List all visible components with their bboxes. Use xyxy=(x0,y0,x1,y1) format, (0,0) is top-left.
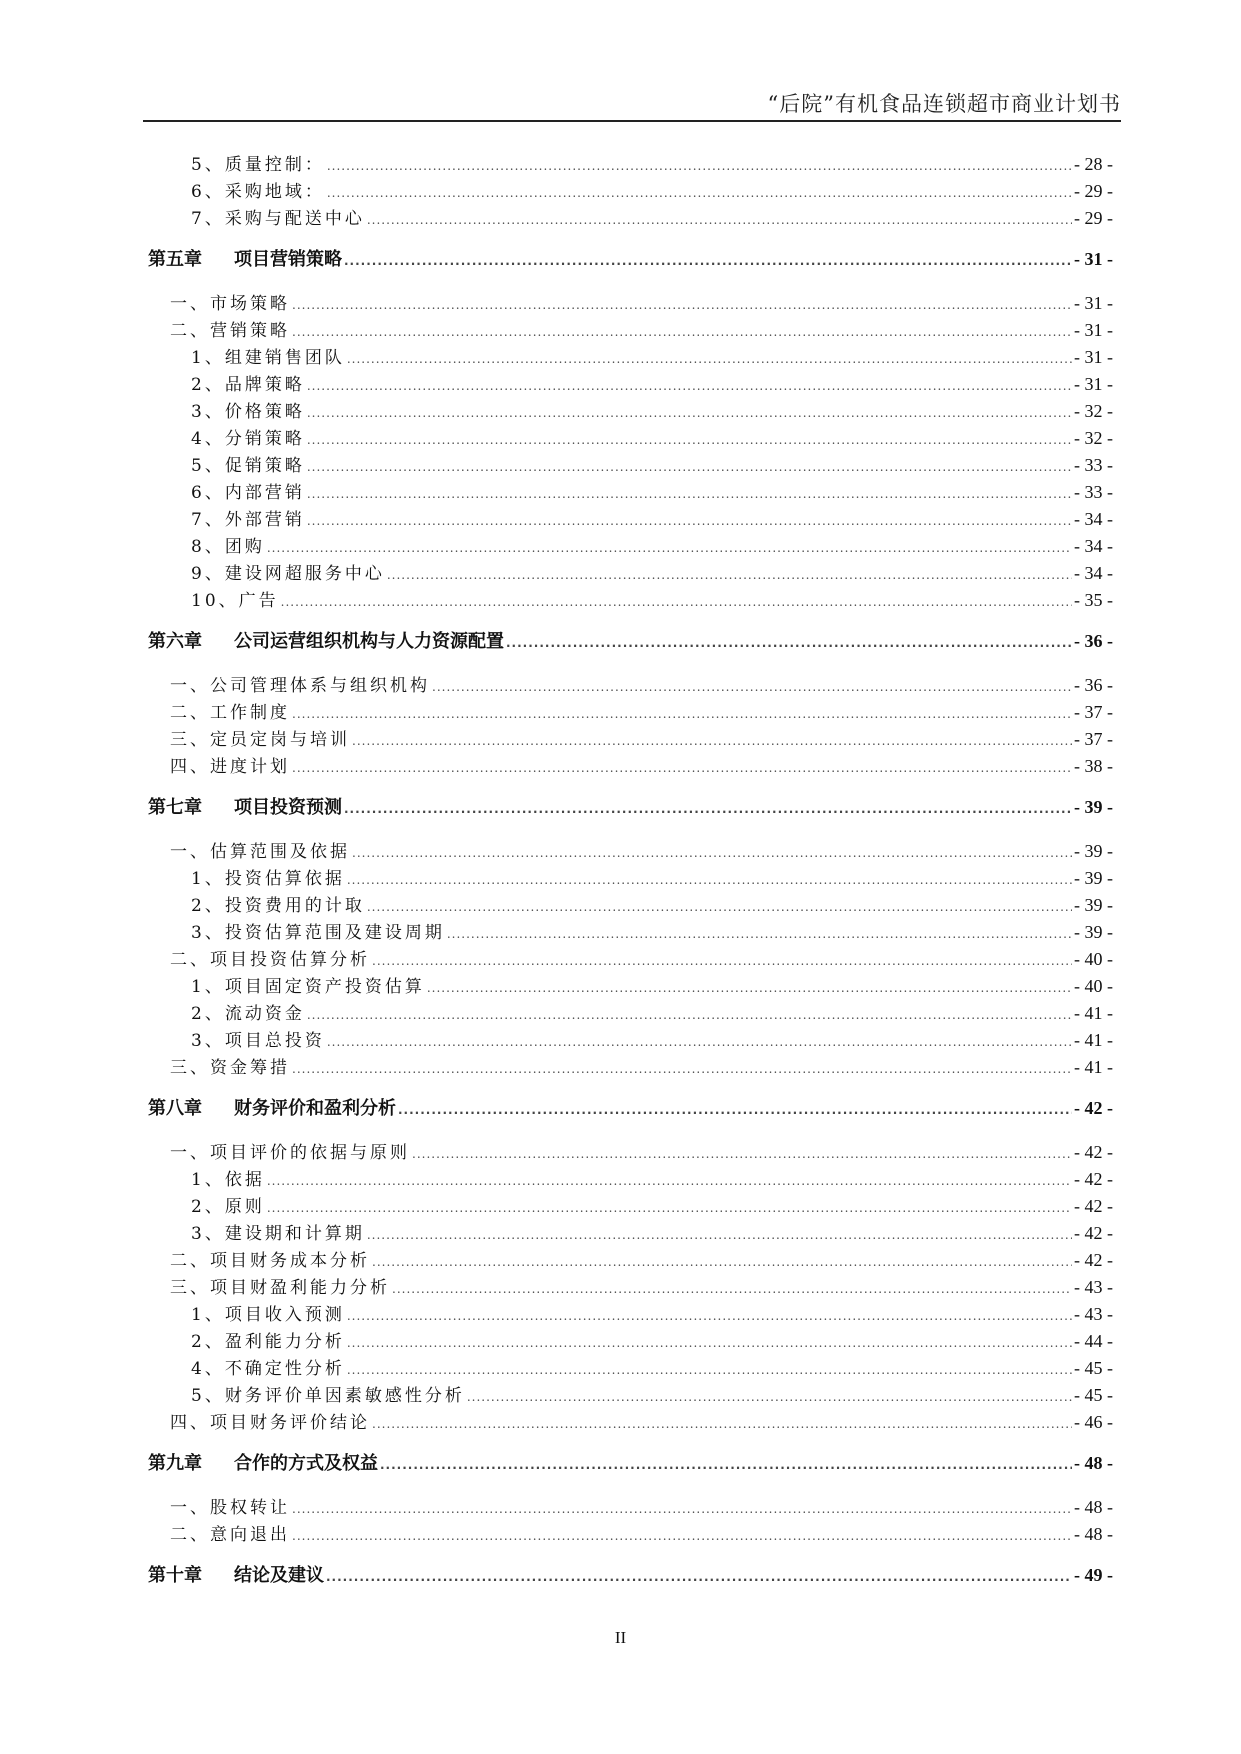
toc-chapter-title xyxy=(148,1449,378,1475)
toc-entry-label: 二、营销策略 xyxy=(170,321,290,341)
toc-chapter-title xyxy=(148,627,504,653)
toc-entry xyxy=(148,505,1113,532)
toc-chapter-number: 第九章 xyxy=(148,1453,202,1474)
dot-leader xyxy=(281,595,1072,609)
dot-leader xyxy=(307,433,1072,447)
toc-page-number: - 49 - xyxy=(1074,1565,1113,1585)
toc-page-number: - 28 - xyxy=(1074,154,1113,174)
toc-entry-label: 1、项目固定资产投资估算 xyxy=(191,977,425,997)
toc-page-number: - 37 - xyxy=(1074,729,1113,749)
page-number: II xyxy=(614,1628,627,1647)
toc-entry xyxy=(148,343,1113,370)
dot-leader xyxy=(352,846,1072,860)
dot-leader xyxy=(307,379,1072,393)
toc-page-number: - 39 - xyxy=(1074,922,1113,942)
toc-entry-label: 4、不确定性分析 xyxy=(191,1359,345,1379)
toc-entry-label: 二、意向退出 xyxy=(170,1525,290,1545)
dot-leader xyxy=(267,541,1072,555)
toc-entry-label: 7、外部营销 xyxy=(191,510,305,530)
toc-entry xyxy=(148,1273,1113,1300)
toc-page-number: - 34 - xyxy=(1074,536,1113,556)
dot-leader xyxy=(392,1282,1072,1296)
toc-entry-label: 三、资金筹措 xyxy=(170,1058,290,1078)
toc-page-number: - 42 - xyxy=(1074,1223,1113,1243)
toc-entry-label: 3、建设期和计算期 xyxy=(191,1224,365,1244)
dot-leader xyxy=(307,406,1072,420)
toc-page-number: - 39 - xyxy=(1074,841,1113,861)
toc-entry xyxy=(148,725,1113,752)
dot-leader xyxy=(307,487,1072,501)
toc-page-number: - 39 - xyxy=(1074,797,1113,817)
toc-entry xyxy=(148,1053,1113,1080)
dot-leader xyxy=(326,1570,1072,1584)
dot-leader xyxy=(327,1035,1072,1049)
toc-entry xyxy=(148,698,1113,725)
dot-leader xyxy=(367,1228,1072,1242)
toc-chapter xyxy=(148,1449,1113,1481)
toc-entry xyxy=(148,424,1113,451)
toc-entry-label: 6、采购地域： xyxy=(191,182,325,202)
toc-entry-label: 9、建设网超服务中心 xyxy=(191,564,385,584)
dot-leader xyxy=(412,1147,1072,1161)
toc-entry xyxy=(148,1493,1113,1520)
dot-leader xyxy=(344,254,1072,268)
toc-page-number: - 42 - xyxy=(1074,1169,1113,1189)
toc-page-number: - 36 - xyxy=(1074,631,1113,651)
toc-entry-label: 一、项目评价的依据与原则 xyxy=(170,1143,410,1163)
toc-entry-label: 四、进度计划 xyxy=(170,757,290,777)
toc-entry-label: 2、盈利能力分析 xyxy=(191,1332,345,1352)
toc-page-number: - 36 - xyxy=(1074,675,1113,695)
dot-leader xyxy=(372,1417,1072,1431)
toc-entry xyxy=(148,1026,1113,1053)
toc-page-number: - 40 - xyxy=(1074,949,1113,969)
toc-entry xyxy=(148,397,1113,424)
toc-chapter-number: 第六章 xyxy=(148,631,202,652)
toc-entry-label: 4、分销策略 xyxy=(191,429,305,449)
toc-page-number: - 34 - xyxy=(1074,563,1113,583)
toc-entry-label: 二、项目财务成本分析 xyxy=(170,1251,370,1271)
dot-leader xyxy=(372,1255,1072,1269)
toc-page-number: - 39 - xyxy=(1074,868,1113,888)
toc-entry-label: 1、投资估算依据 xyxy=(191,869,345,889)
dot-leader xyxy=(387,568,1072,582)
toc-page-number: - 42 - xyxy=(1074,1098,1113,1118)
toc-page-number: - 42 - xyxy=(1074,1196,1113,1216)
dot-leader xyxy=(398,1103,1072,1117)
toc-entry xyxy=(148,1520,1113,1547)
toc-page-number: - 42 - xyxy=(1074,1142,1113,1162)
toc-entry xyxy=(148,1300,1113,1327)
dot-leader xyxy=(347,1309,1072,1323)
dot-leader xyxy=(292,325,1072,339)
toc-entry-label: 四、项目财务评价结论 xyxy=(170,1413,370,1433)
toc-page-number: - 41 - xyxy=(1074,1003,1113,1023)
toc-chapter-number: 第七章 xyxy=(148,797,202,818)
dot-leader xyxy=(506,636,1072,650)
toc-chapter-title xyxy=(148,245,342,271)
toc-page-number: - 45 - xyxy=(1074,1385,1113,1405)
toc-entry-label: 5、质量控制： xyxy=(191,155,325,175)
toc-entry xyxy=(148,864,1113,891)
toc-chapter-number: 第十章 xyxy=(148,1565,202,1586)
toc-entry xyxy=(148,316,1113,343)
toc-entry xyxy=(148,478,1113,505)
toc-page-number: - 43 - xyxy=(1074,1304,1113,1324)
toc-chapter-title xyxy=(148,1094,396,1120)
toc-page-number: - 31 - xyxy=(1074,293,1113,313)
toc-entry xyxy=(148,1381,1113,1408)
dot-leader xyxy=(347,1363,1072,1377)
toc-entry-label: 2、原则 xyxy=(191,1197,265,1217)
toc-entry-label: 1、组建销售团队 xyxy=(191,348,345,368)
toc-chapter xyxy=(148,245,1113,277)
toc-page-number: - 43 - xyxy=(1074,1277,1113,1297)
toc-entry-label: 1、项目收入预测 xyxy=(191,1305,345,1325)
dot-leader xyxy=(327,159,1072,173)
toc-entry xyxy=(148,945,1113,972)
toc-page-number: - 32 - xyxy=(1074,428,1113,448)
toc-entry xyxy=(148,1408,1113,1435)
toc-entry xyxy=(148,451,1113,478)
page-header xyxy=(143,82,1121,122)
toc-page-number: - 48 - xyxy=(1074,1524,1113,1544)
dot-leader xyxy=(347,1336,1072,1350)
toc-chapter-label: 财务评价和盈利分析 xyxy=(234,1098,396,1119)
toc-entry xyxy=(148,972,1113,999)
toc-entry xyxy=(148,1138,1113,1165)
document-title: “后院”有机食品连锁超市商业计划书 xyxy=(767,92,1121,116)
toc-page-number: - 42 - xyxy=(1074,1250,1113,1270)
dot-leader xyxy=(307,514,1072,528)
toc-page-number: - 48 - xyxy=(1074,1497,1113,1517)
toc-entry xyxy=(148,999,1113,1026)
toc-page-number: - 38 - xyxy=(1074,756,1113,776)
toc-chapter-label: 公司运营组织机构与人力资源配置 xyxy=(234,631,504,652)
dot-leader xyxy=(427,981,1072,995)
dot-leader xyxy=(307,1008,1072,1022)
toc-entry-label: 3、投资估算范围及建设周期 xyxy=(191,923,445,943)
dot-leader xyxy=(267,1201,1072,1215)
dot-leader xyxy=(367,213,1072,227)
toc-chapter-title xyxy=(148,793,342,819)
toc-entry xyxy=(148,559,1113,586)
toc-entry-label: 三、项目财盈利能力分析 xyxy=(170,1278,390,1298)
toc-entry xyxy=(148,752,1113,779)
toc-entry xyxy=(148,1165,1113,1192)
toc-page-number: - 37 - xyxy=(1074,702,1113,722)
toc-chapter-label: 合作的方式及权益 xyxy=(234,1453,378,1474)
dot-leader xyxy=(267,1174,1072,1188)
toc-page-number: - 44 - xyxy=(1074,1331,1113,1351)
dot-leader xyxy=(292,1502,1072,1516)
toc-page-number: - 45 - xyxy=(1074,1358,1113,1378)
toc-page-number: - 31 - xyxy=(1074,374,1113,394)
toc-entry xyxy=(148,532,1113,559)
toc-entry xyxy=(148,1354,1113,1381)
toc-entry xyxy=(148,204,1113,231)
dot-leader xyxy=(467,1390,1072,1404)
toc-entry-label: 8、团购 xyxy=(191,537,265,557)
toc-entry-label: 1、依据 xyxy=(191,1170,265,1190)
toc-entry-label: 二、工作制度 xyxy=(170,703,290,723)
dot-leader xyxy=(380,1458,1072,1472)
table-of-contents xyxy=(148,150,1113,1605)
dot-leader xyxy=(344,802,1072,816)
toc-entry-label: 3、项目总投资 xyxy=(191,1031,325,1051)
toc-page-number: - 40 - xyxy=(1074,976,1113,996)
toc-entry xyxy=(148,177,1113,204)
toc-page-number: - 41 - xyxy=(1074,1030,1113,1050)
toc-page-number: - 31 - xyxy=(1074,249,1113,269)
toc-page-number: - 33 - xyxy=(1074,455,1113,475)
toc-chapter xyxy=(148,627,1113,659)
dot-leader xyxy=(367,900,1072,914)
dot-leader xyxy=(352,734,1072,748)
dot-leader xyxy=(327,186,1072,200)
dot-leader xyxy=(347,352,1072,366)
toc-entry-label: 一、市场策略 xyxy=(170,294,290,314)
toc-entry xyxy=(148,837,1113,864)
dot-leader xyxy=(307,460,1072,474)
toc-entry xyxy=(148,289,1113,316)
dot-leader xyxy=(292,298,1072,312)
toc-entry xyxy=(148,150,1113,177)
toc-entry xyxy=(148,586,1113,613)
toc-entry-label: 5、促销策略 xyxy=(191,456,305,476)
toc-page-number: - 29 - xyxy=(1074,208,1113,228)
dot-leader xyxy=(292,707,1072,721)
dot-leader xyxy=(292,1529,1072,1543)
toc-page-number: - 31 - xyxy=(1074,347,1113,367)
toc-page-number: - 48 - xyxy=(1074,1453,1113,1473)
toc-entry xyxy=(148,1219,1113,1246)
toc-chapter xyxy=(148,1094,1113,1126)
dot-leader xyxy=(432,680,1072,694)
dot-leader xyxy=(447,927,1072,941)
toc-page-number: - 39 - xyxy=(1074,895,1113,915)
toc-entry-label: 7、采购与配送中心 xyxy=(191,209,365,229)
toc-entry-label: 一、估算范围及依据 xyxy=(170,842,350,862)
toc-page-number: - 29 - xyxy=(1074,181,1113,201)
toc-entry xyxy=(148,1327,1113,1354)
toc-entry-label: 6、内部营销 xyxy=(191,483,305,503)
dot-leader xyxy=(347,873,1072,887)
toc-chapter xyxy=(148,1561,1113,1593)
toc-entry-label: 2、品牌策略 xyxy=(191,375,305,395)
toc-entry xyxy=(148,370,1113,397)
toc-page-number: - 33 - xyxy=(1074,482,1113,502)
toc-entry-label: 3、价格策略 xyxy=(191,402,305,422)
toc-chapter-title xyxy=(148,1561,324,1587)
toc-entry xyxy=(148,1246,1113,1273)
toc-page-number: - 35 - xyxy=(1074,590,1113,610)
toc-chapter-label: 结论及建议 xyxy=(234,1565,324,1586)
toc-entry xyxy=(148,1192,1113,1219)
toc-entry-label: 10、广告 xyxy=(191,591,279,611)
toc-entry-label: 5、财务评价单因素敏感性分析 xyxy=(191,1386,465,1406)
toc-entry-label: 一、股权转让 xyxy=(170,1498,290,1518)
toc-chapter-number: 第八章 xyxy=(148,1098,202,1119)
toc-page-number: - 41 - xyxy=(1074,1057,1113,1077)
toc-entry xyxy=(148,891,1113,918)
dot-leader xyxy=(372,954,1072,968)
dot-leader xyxy=(292,1062,1072,1076)
toc-entry-label: 2、流动资金 xyxy=(191,1004,305,1024)
toc-page-number: - 31 - xyxy=(1074,320,1113,340)
toc-entry-label: 2、投资费用的计取 xyxy=(191,896,365,916)
dot-leader xyxy=(292,761,1072,775)
toc-chapter-number: 第五章 xyxy=(148,249,202,270)
toc-chapter-label: 项目投资预测 xyxy=(234,797,342,818)
toc-entry-label: 二、项目投资估算分析 xyxy=(170,950,370,970)
toc-entry xyxy=(148,671,1113,698)
toc-page-number: - 32 - xyxy=(1074,401,1113,421)
toc-entry-label: 三、定员定岗与培训 xyxy=(170,730,350,750)
toc-chapter xyxy=(148,793,1113,825)
toc-page-number: - 34 - xyxy=(1074,509,1113,529)
toc-entry-label: 一、公司管理体系与组织机构 xyxy=(170,676,430,696)
toc-entry xyxy=(148,918,1113,945)
toc-chapter-label: 项目营销策略 xyxy=(234,249,342,270)
toc-page-number: - 46 - xyxy=(1074,1412,1113,1432)
